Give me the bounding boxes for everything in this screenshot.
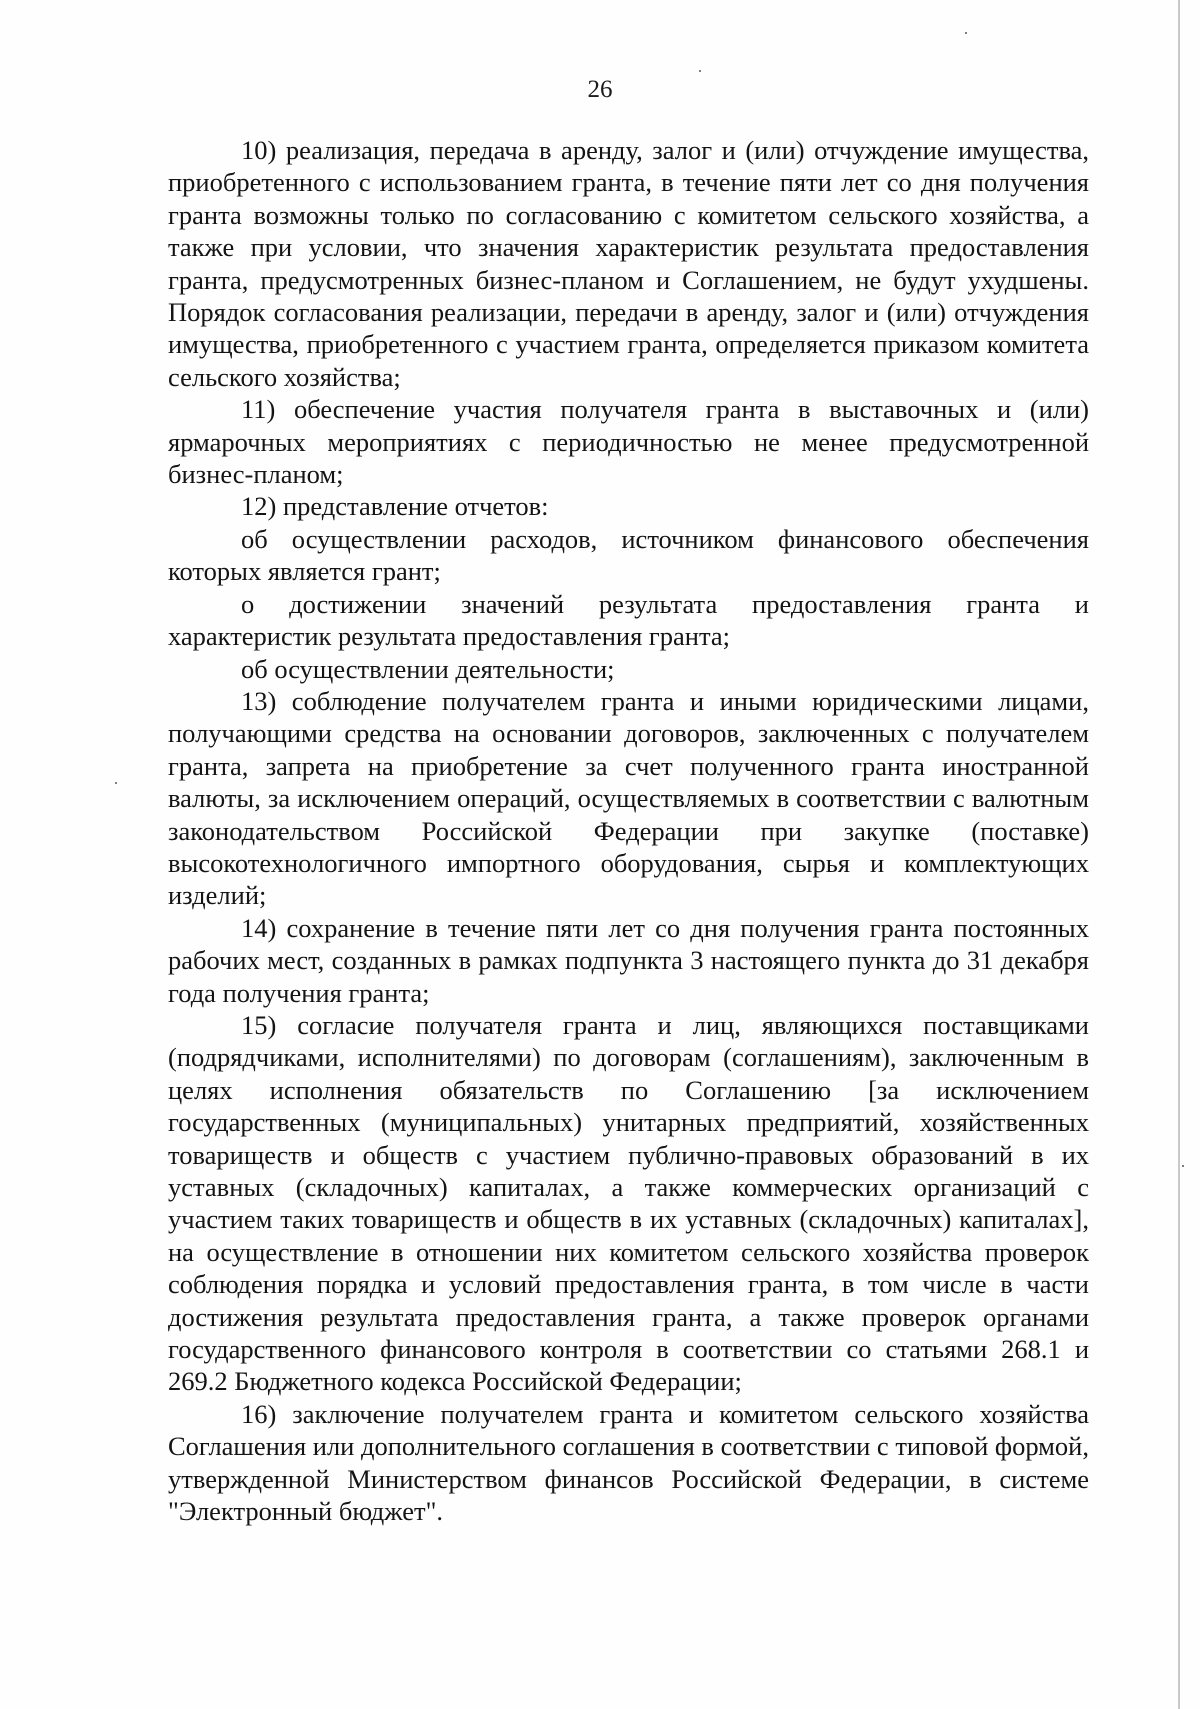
paragraph-item-14: 14) сохранение в течение пяти лет со дня получения гранта постоянных рабочих мест, созданных в рамках подпункта 3 настоящего пункта до 31 декабря года получения гранта;: [168, 912, 1089, 1008]
paragraph-item-10: 10) реализация, передача в аренду, залог и (или) отчуждение имущества, приобретенного с использованием гранта, в течение пяти лет со дня получения гранта возможны только по согласованию с комитетом сельского хозяйства, а также при условии, что значения характеристик результата предоставления гранта, предусмотренных бизнес-планом и Соглашением, не будут ухудшены. Порядок согласования реализации, передачи в аренду, залог и (или) отчуждения имущества, приобретенного с участием гранта, определяется приказом комитета сельского хозяйства;: [168, 135, 1089, 392]
scan-speck: [1182, 1165, 1184, 1167]
document-body: [168, 134, 1089, 1527]
paragraph-report-expenses: об осуществлении расходов, источником финансового обеспечения которых является грант;: [168, 523, 1089, 587]
page-number: 26: [587, 76, 613, 103]
scan-speck: [699, 70, 701, 72]
paragraph-report-results: о достижении значений результата предоставления гранта и характеристик результата предоставления гранта;: [168, 588, 1089, 652]
paragraph-item-16: 16) заключение получателем гранта и комитетом сельского хозяйства Соглашения или дополнительного соглашения в соответствии с типовой формой, утвержденной Министерством финансов Российской Федерации, в системе "Электронный бюджет".: [168, 1398, 1089, 1527]
scan-edge-line: [1178, 0, 1180, 1709]
paragraph-report-activity: об осуществлении деятельности;: [241, 653, 615, 684]
scan-speck: [965, 32, 967, 34]
paragraph-item-13: 13) соблюдение получателем гранта и иными юридическими лицами, получающими средства на основании договоров, заключенных с получателем гранта, запрета на приобретение за счет полученного гранта иностранной валюты, за исключением операций, осуществляемых в соответствии с валютным законодательством Российской Федерации при закупке (поставке) высокотехнологичного импортного оборудования, сырья и комплектующих изделий;: [168, 685, 1089, 911]
scan-speck: [115, 782, 117, 784]
paragraph-item-11: 11) обеспечение участия получателя гранта в выставочных и (или) ярмарочных мероприятиях с периодичностью не менее предусмотренной бизнес-планом;: [168, 394, 1089, 490]
paragraph-item-12: 12) представление отчетов:: [241, 491, 549, 522]
paragraph-item-15: 15) согласие получателя гранта и лиц, являющихся поставщиками (подрядчиками, исполнителями) по договорам (соглашениям), заключенным в целях исполнения обязательств по Соглашению [за исключением государственных (муниципальных) унитарных предприятий, хозяйственных товариществ и обществ с участием публично-правовых образований в их уставных (складочных) капиталах, а также коммерческих организаций с участием таких товариществ и обществ в их уставных (складочных) капиталах], на осуществление в отношении них комитетом сельского хозяйства проверок соблюдения порядка и условий предоставления гранта, в том числе в части достижения результата предоставления гранта, а также проверок органами государственного финансового контроля в соответствии со статьями 268.1 и 269.2 Бюджетного кодекса Российской Федерации;: [168, 1009, 1089, 1397]
